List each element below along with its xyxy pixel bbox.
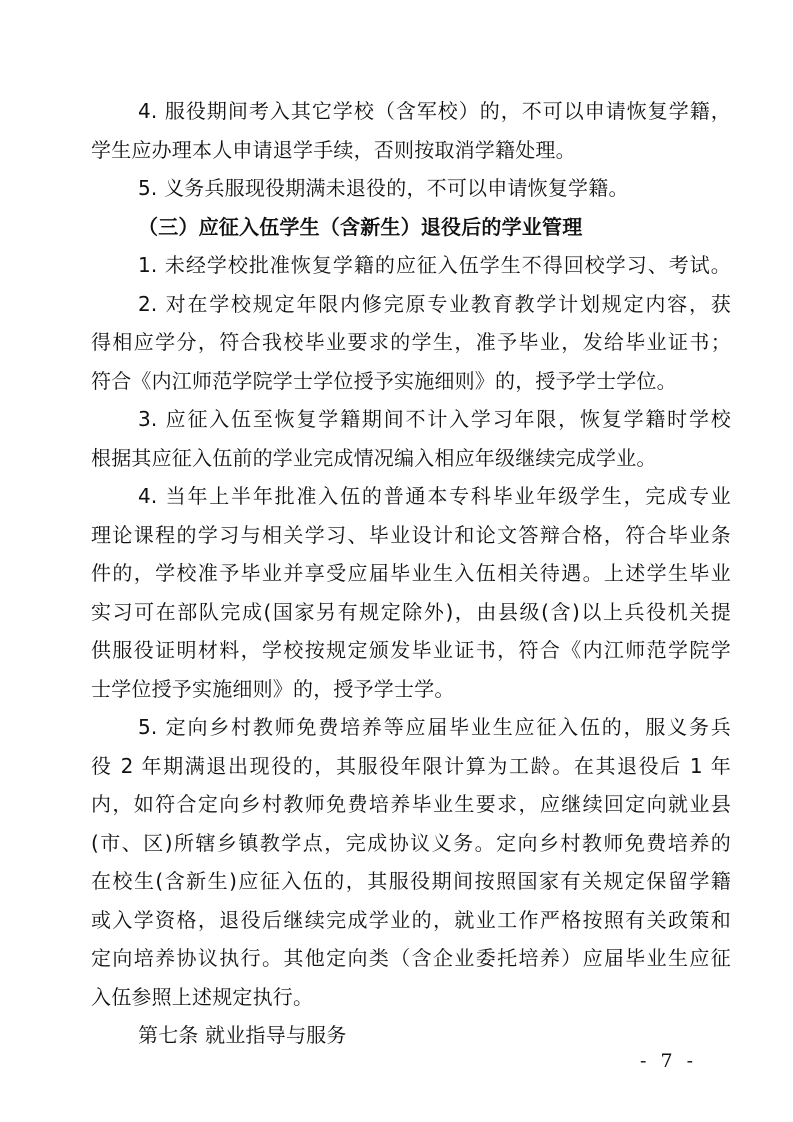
paragraph-line: 在校生(含新生)应征入伍的，其服役期间按照国家有关规定保留学籍 <box>91 869 731 893</box>
paragraph-line: 士学位授予实施细则》的，授予学士学。 <box>91 676 455 701</box>
paragraph-line: 得相应学分，符合我校毕业要求的学生，准予毕业，发给毕业证书； <box>91 330 731 354</box>
paragraph-line: 或入学资格，退役后继续完成学业的，就业工作严格按照有关政策和 <box>91 907 731 932</box>
paragraph-line: 役 2 年期满退出现役的，其服役年限计算为工龄。在其退役后 1 年 <box>91 753 731 778</box>
paragraph-line: 入伍参照上述规定执行。 <box>91 984 314 1009</box>
paragraph-line: 学生应办理本人申请退学手续，否则按取消学籍处理。 <box>91 137 576 162</box>
section-heading: （三）应征入伍学生（含新生）退役后的学业管理 <box>138 214 583 239</box>
paragraph-line: 1. 未经学校批准恢复学籍的应征入伍学生不得回校学习、考试。 <box>138 253 731 277</box>
paragraph-line: 4. 当年上半年批准入伍的普通本专科毕业年级学生，完成专业 <box>138 484 731 508</box>
paragraph-line: 5. 定向乡村教师免费培养等应届毕业生应征入伍的，服义务兵 <box>138 715 731 739</box>
article-heading: 第七条 就业指导与服务 <box>138 1023 347 1047</box>
paragraph-line: 供服役证明材料，学校按规定颁发毕业证书，符合《内江师范学院学 <box>91 638 731 662</box>
paragraph-line: (市、区)所辖乡镇教学点，完成协议义务。定向乡村教师免费培养的 <box>91 830 731 855</box>
paragraph-line: 3. 应征入伍至恢复学籍期间不计入学习年限，恢复学籍时学校 <box>138 407 731 431</box>
paragraph-line: 2. 对在学校规定年限内修完原专业教育教学计划规定内容，获 <box>138 291 731 316</box>
paragraph-line: 实习可在部队完成(国家另有规定除外)，由县级(含)以上兵役机关提 <box>91 599 731 624</box>
paragraph-line: 4. 服役期间考入其它学校（含军校）的，不可以申请恢复学籍， <box>138 99 731 123</box>
paragraph-line: 符合《内江师范学院学士学位授予实施细则》的，授予学士学位。 <box>91 368 677 393</box>
document-body <box>91 92 731 1055</box>
paragraph-line: 5. 义务兵服现役期满未退役的，不可以申请恢复学籍。 <box>138 176 629 200</box>
paragraph-line: 内，如符合定向乡村教师免费培养毕业生要求，应继续回定向就业县 <box>91 792 731 816</box>
paragraph-line: 定向培养协议执行。其他定向类（含企业委托培养）应届毕业生应征 <box>91 946 731 970</box>
paragraph-line: 根据其应征入伍前的学业完成情况编入相应年级继续完成学业。 <box>91 445 657 470</box>
paragraph-line: 件的，学校准予毕业并享受应届毕业生入伍相关待遇。上述学生毕业 <box>91 561 731 585</box>
paragraph-line: 理论课程的学习与相关学习、毕业设计和论文答辩合格，符合毕业条 <box>91 522 731 547</box>
page-number: - 7 - <box>639 1050 697 1072</box>
